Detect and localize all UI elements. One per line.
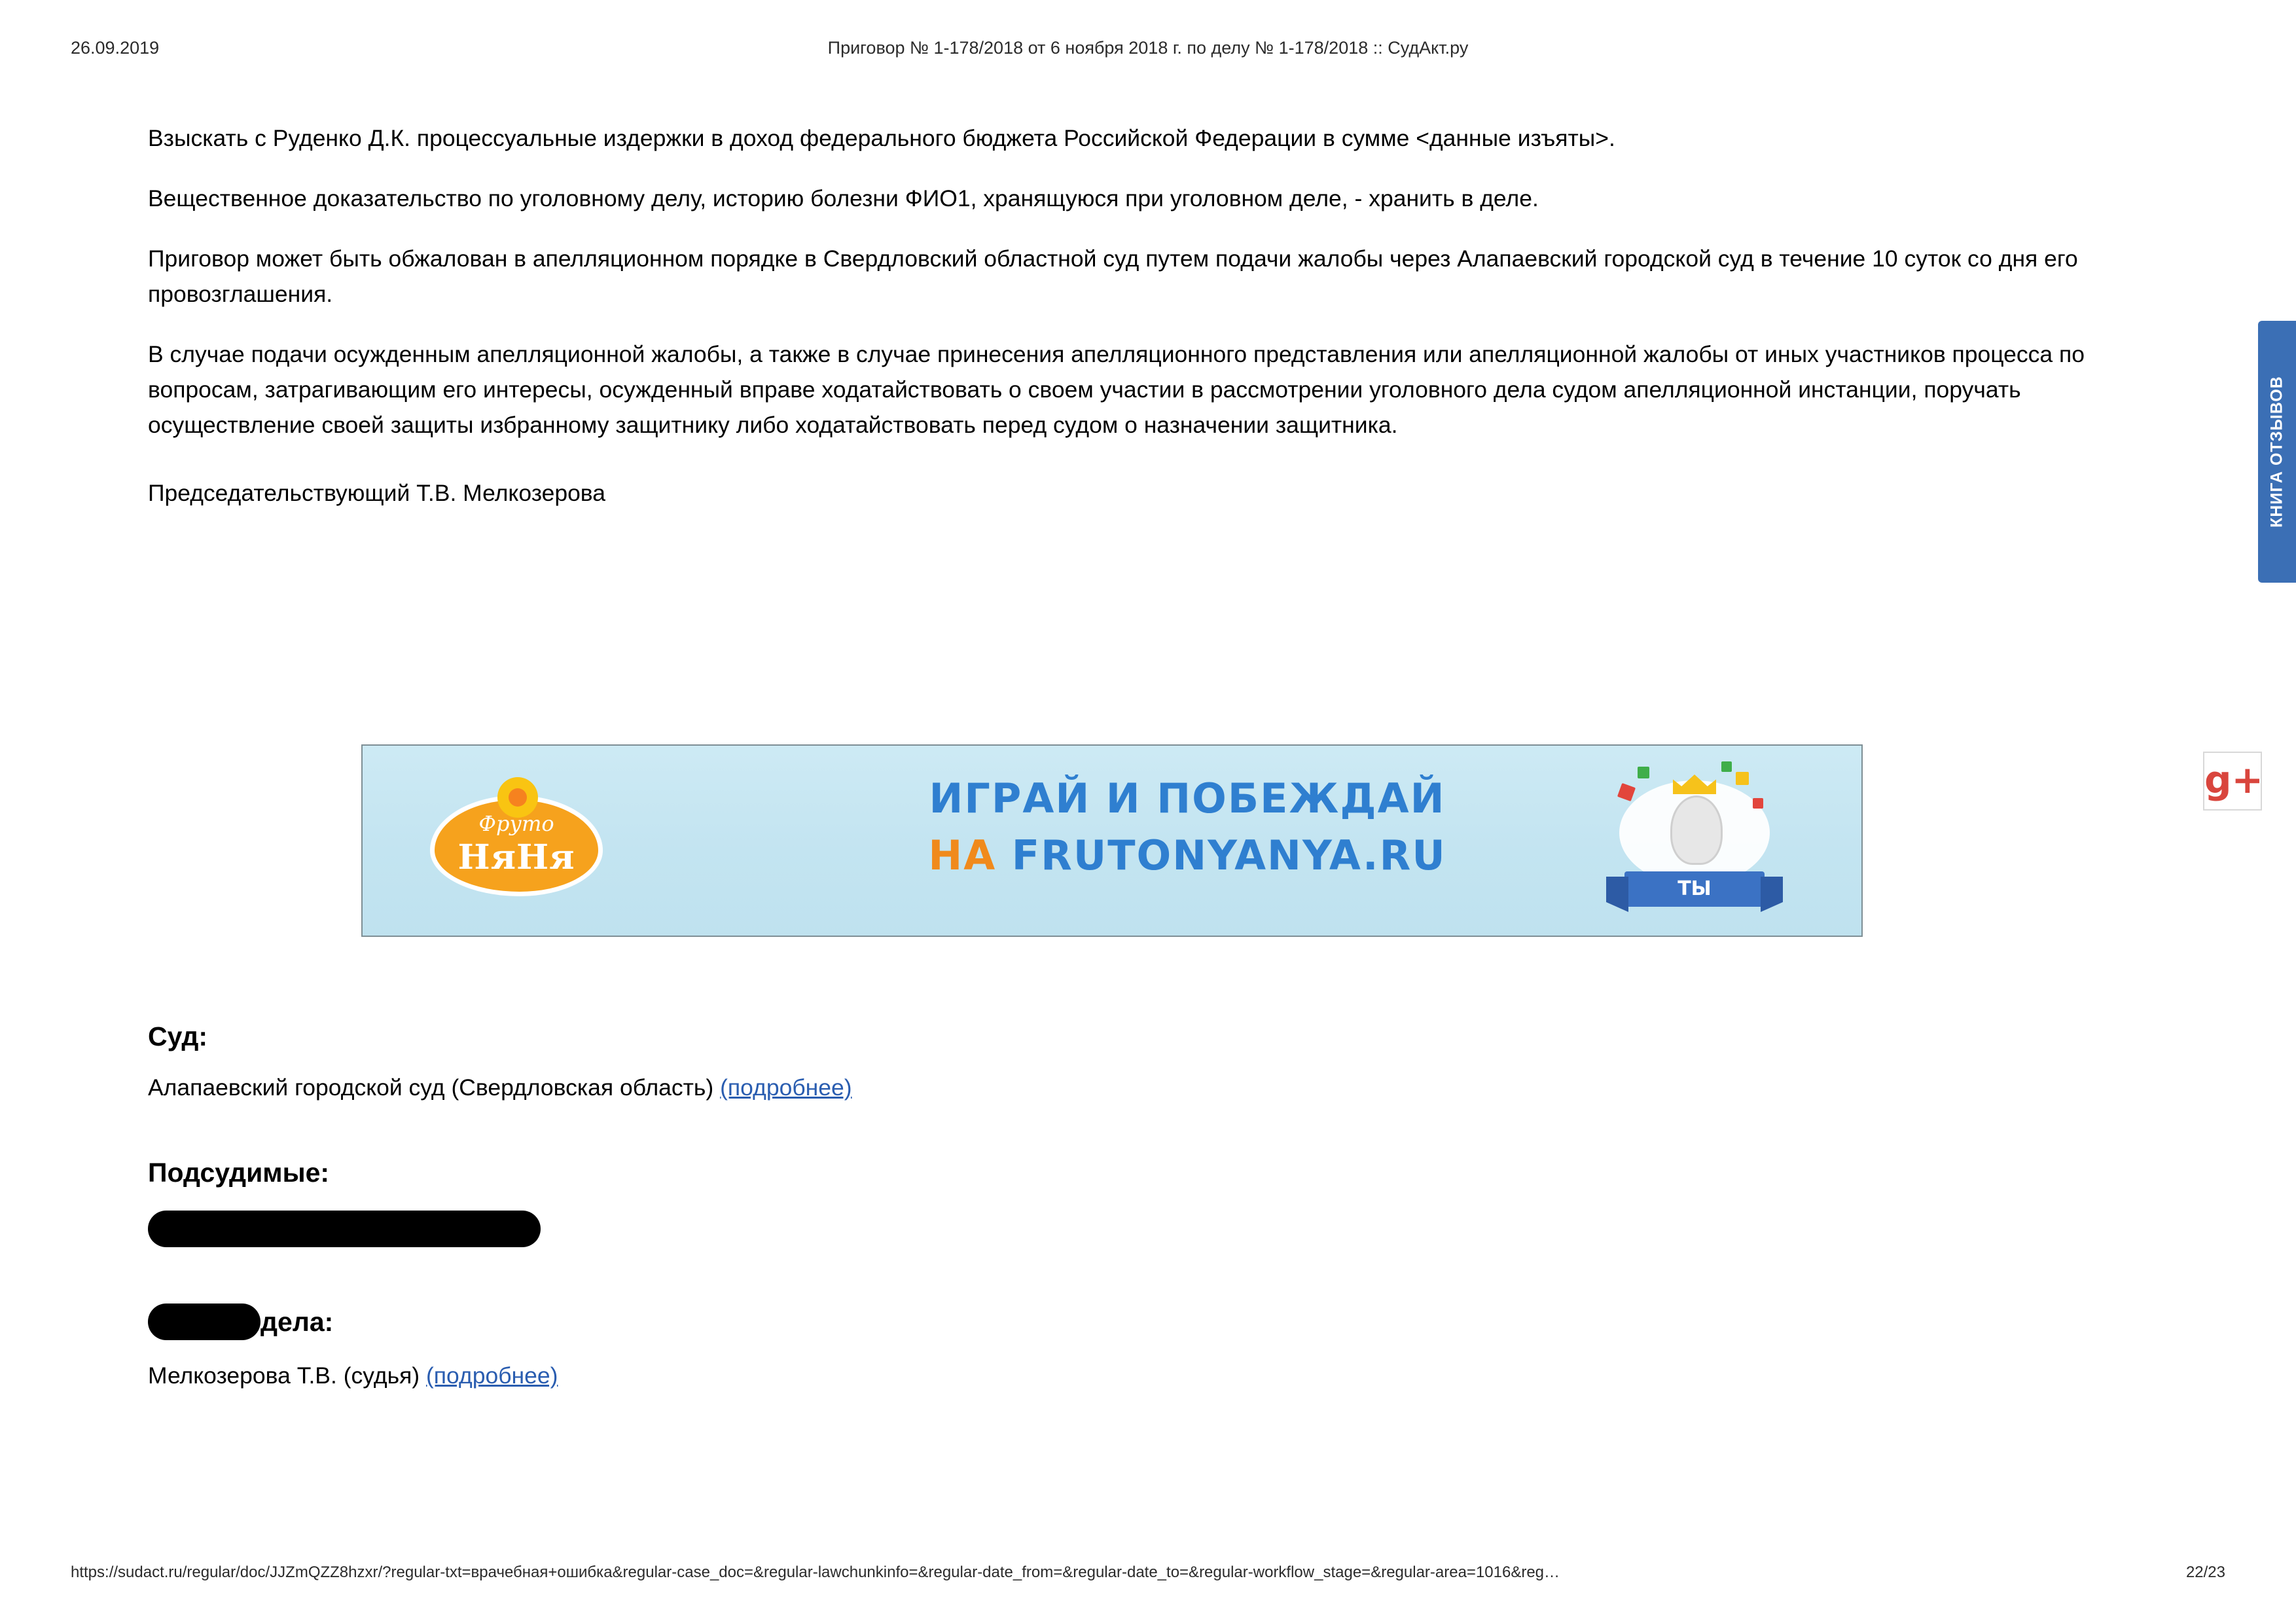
ribbon-label: ТЫ <box>1677 877 1712 900</box>
court-name: Алапаевский городской суд (Свердловская область) <box>148 1074 721 1101</box>
banner-headline: ИГРАЙ И ПОБЕЖДАЙ <box>929 775 1446 822</box>
confetti-icon <box>1617 783 1636 801</box>
banner-text-block <box>808 775 1567 879</box>
confetti-icon <box>1721 761 1732 772</box>
redaction-block <box>148 1211 541 1247</box>
confetti-icon <box>1753 798 1763 809</box>
print-footer <box>0 1563 2296 1587</box>
court-details-link[interactable]: (подробнее) <box>720 1074 852 1101</box>
signature-line: Председательствующий Т.В. Мелкозерова <box>148 479 606 506</box>
avatar-cloud-illustration <box>1613 757 1776 921</box>
confetti-icon <box>1736 772 1749 785</box>
case-heading-suffix: дела: <box>260 1306 334 1337</box>
banner-subline-url: FRUTONYANYA.RU <box>1011 831 1446 879</box>
court-value <box>148 1074 1915 1101</box>
print-header <box>0 38 2296 64</box>
court-heading: Суд: <box>148 1021 208 1051</box>
banner-subline <box>808 831 1567 879</box>
advertisement-banner[interactable] <box>361 744 1863 937</box>
print-header-date: 26.09.2019 <box>71 38 160 58</box>
defendants-heading: Подсудимые: <box>148 1158 330 1188</box>
print-footer-page-number: 22/23 <box>2185 1563 2225 1581</box>
print-header-title: Приговор № 1-178/2018 от 6 ноября 2018 г. по делу № 1-178/2018 :: СудАкт.ру <box>827 38 1469 58</box>
logo-text-bottom: НяНя <box>457 837 575 877</box>
document-body <box>148 121 2102 534</box>
feedback-book-tab[interactable] <box>2258 321 2296 583</box>
logo-text-top: Фруто <box>478 811 554 836</box>
judge-name: Мелкозерова Т.В. (судья) <box>148 1362 426 1389</box>
paragraph-1: Взыскать с Руденко Д.К. процессуальные издержки в доход федерального бюджета Российской Федерации в сумме <данные изъяты>. <box>148 125 1615 151</box>
frutonyanya-logo-icon <box>435 777 598 898</box>
print-footer-url: https://sudact.ru/regular/doc/JJZmQZZ8hzxr/?regular-txt=врачебная+ошибка&regular-case_doc=&regular-lawchunkinfo=&regular-date_from=&regular-date_to=&regular-workflow_stage=&regular-area=1016&reg… <box>71 1563 1560 1581</box>
judge-value <box>148 1362 1915 1389</box>
document-metadata <box>148 1021 1915 1446</box>
google-plus-share-icon[interactable]: g+ <box>2203 752 2262 811</box>
redaction-block <box>148 1304 260 1340</box>
confetti-icon <box>1638 767 1649 778</box>
ribbon-banner <box>1624 871 1765 907</box>
case-participants-heading <box>148 1304 1915 1340</box>
defendants-value <box>148 1211 1915 1247</box>
avatar-silhouette-icon <box>1670 795 1723 865</box>
paragraph-4: В случае подачи осужденным апелляционной жалобы, а также в случае принесения апелляционного представления или апелляционной жалобы от иных участников процесса по вопросам, затрагивающим его интересы, осужденный вправе ходатайствовать о своем участии в рассмотрении уголовного дела судом апелляционной инстанции, поручать осуществление своей защиты избранному защитнику либо ходатайствовать перед судом о назначении защитника. <box>148 340 2085 438</box>
banner-inner <box>363 746 1861 936</box>
paragraph-3: Приговор может быть обжалован в апелляционном порядке в Свердловский областной суд путем подачи жалобы через Алапаевский городской суд в течение 10 суток со дня его провозглашения. <box>148 245 2078 307</box>
judge-details-link[interactable]: (подробнее) <box>425 1362 558 1389</box>
paragraph-2: Вещественное доказательство по уголовному делу, историю болезни ФИО1, хранящуюся при уголовном деле, - хранить в деле. <box>148 185 1539 211</box>
banner-subline-prefix: НА <box>928 831 1012 879</box>
feedback-book-label: КНИГА ОТЗЫВОВ <box>2267 376 2286 528</box>
